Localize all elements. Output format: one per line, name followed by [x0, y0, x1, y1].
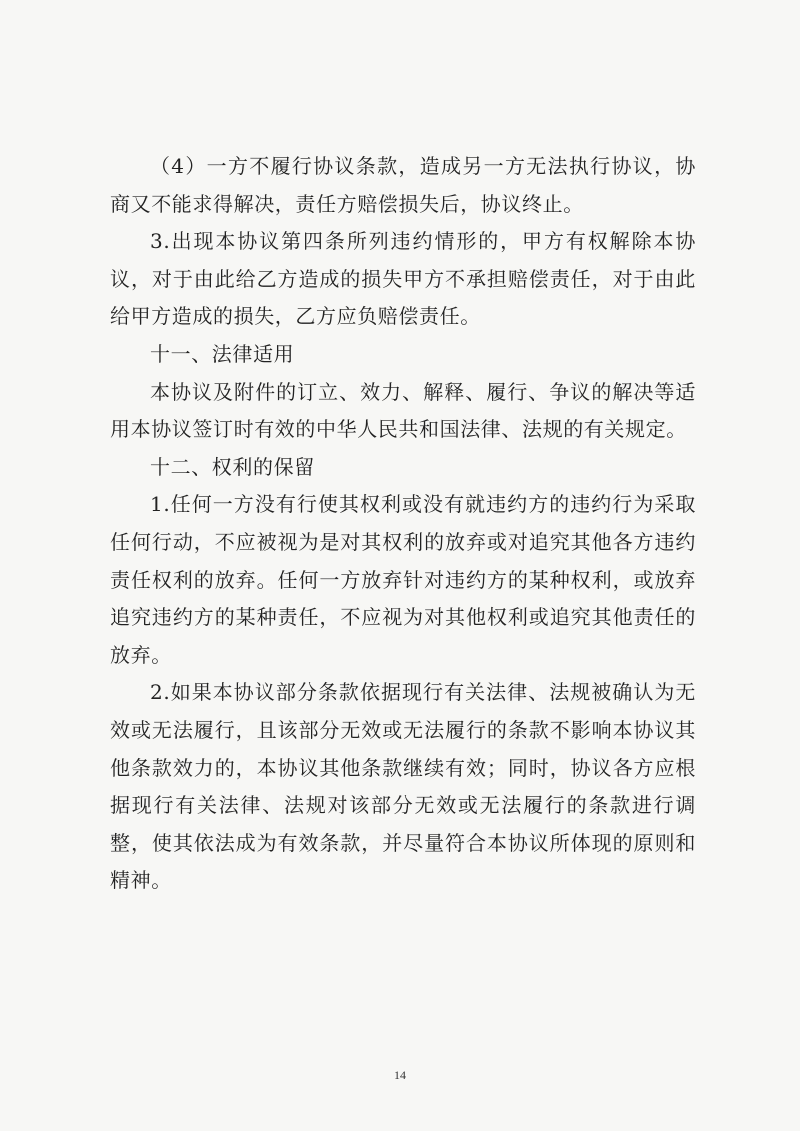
paragraph-clause-4: （4）一方不履行协议条款，造成另一方无法执行协议，协商又不能求得解决，责任方赔偿损失后，协议终止。 [110, 154, 696, 216]
section-heading-applicable-law: 十一、法律适用 [150, 341, 295, 366]
paragraph-rights-2: 2.如果本协议部分条款依据现行有关法律、法规被确认为无效或无法履行，且该部分无效或无法履行的条款不影响本协议其他条款效力的，本协议其他条款继续有效；同时，协议各方应根据现行有关法律、法规对该部分无效或无法履行的条款进行调整，使其依法成为有效条款，并尽量符合本协议所体现的原则和精神。 [110, 680, 696, 893]
page-number: 14 [394, 1068, 406, 1082]
document-body [110, 148, 696, 900]
paragraph-clause-3: 3.出现本协议第四条所列违约情形的，甲方有权解除本协议，对于由此给乙方造成的损失甲方不承担赔偿责任，对于由此给甲方造成的损失，乙方应负赔偿责任。 [110, 229, 696, 329]
section-heading-reservation-of-rights: 十二、权利的保留 [150, 454, 315, 479]
paragraph-applicable-law: 本协议及附件的订立、效力、解释、履行、争议的解决等适用本协议签订时有效的中华人民共和国法律、法规的有关规定。 [110, 379, 696, 442]
paragraph-rights-1: 1.任何一方没有行使其权利或没有就违约方的违约行为采取任何行动，不应被视为是对其权利的放弃或对追究其他各方违约责任权利的放弃。任何一方放弃针对违约方的某种权利，或放弃追究违约方的某种责任，不应视为对其他权利或追究其他责任的放弃。 [110, 492, 696, 667]
